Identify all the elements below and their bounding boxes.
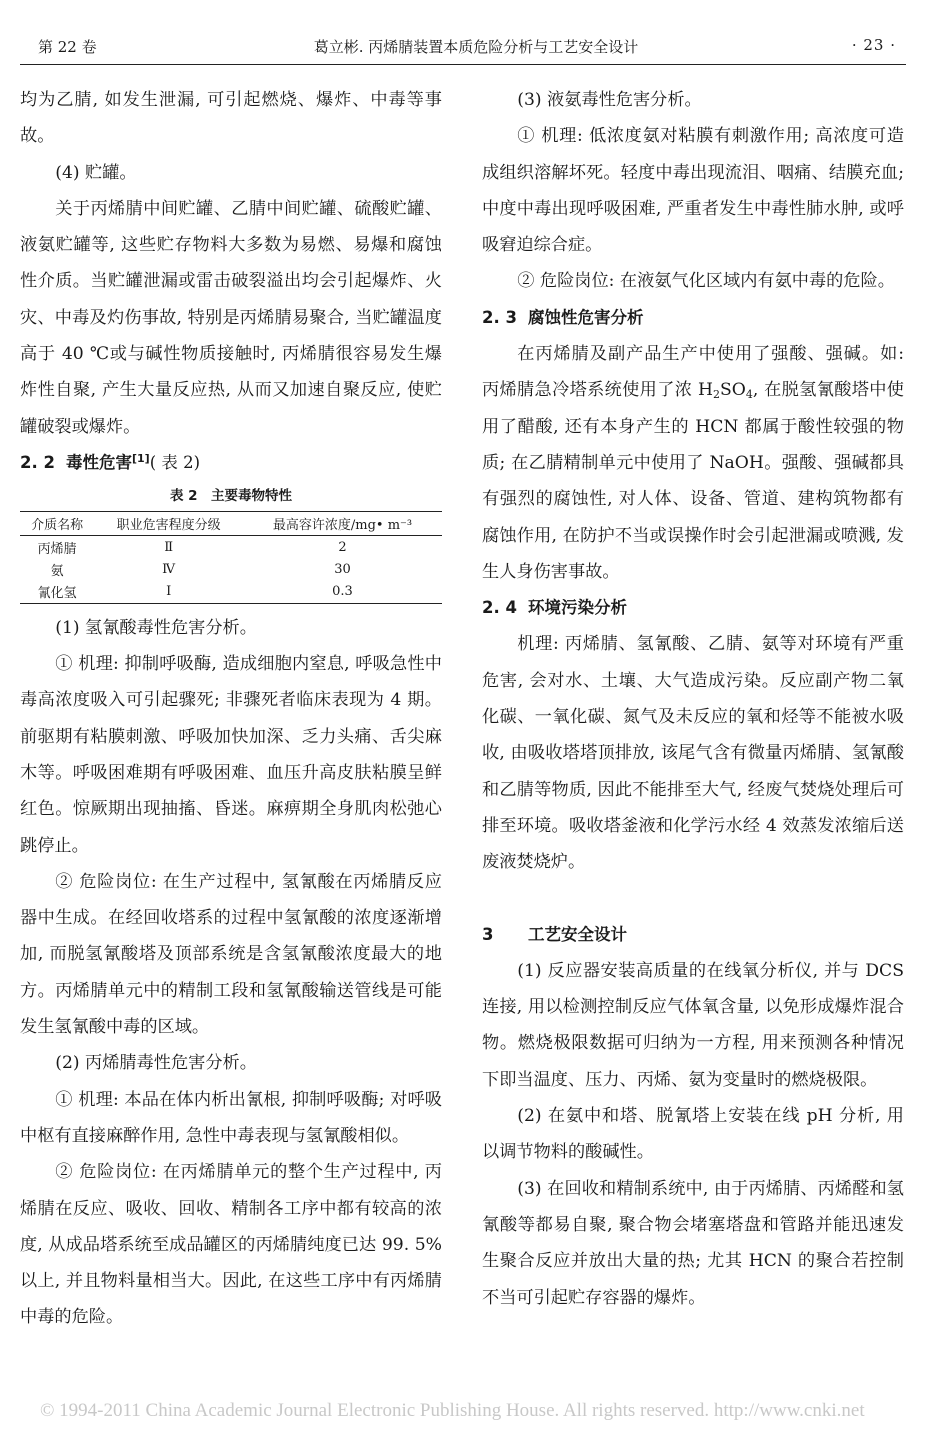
text-run: SO <box>720 380 746 401</box>
right-column <box>482 82 904 1316</box>
table-cell: 丙烯腈 <box>37 541 77 557</box>
text-run: 在丙烯腈及副产品生产中使用了强酸、强碱。如: 丙烯腈急冷塔系统使用了浓 H <box>482 344 904 401</box>
section-number: 3 <box>482 924 494 944</box>
citation-ref: [1] <box>132 451 150 465</box>
paragraph: 机理: 丙烯腈、氢氰酸、乙腈、氨等对环境有严重危害, 会对水、土壤、大气造成污染。反应副产物二氧化碳、一氧化碳、氮气及未反应的氧和烃等不能被水吸收, 由吸收塔塔顶排放, 该尾气含有微量丙烯腈、氢氰酸和乙腈等物质, 因此不能排至大气, 经废气焚烧处理后可排至环境。吸收塔釜液和化学污水经 4 效蒸发浓缩后送废液焚烧炉。 <box>482 634 904 873</box>
page-number: · 23 · <box>851 36 896 54</box>
table-cell: 30 <box>334 562 351 578</box>
table-cell: 0.3 <box>332 584 353 600</box>
paragraph: ② 危险岗位: 在生产过程中, 氢氰酸在丙烯腈反应器中生成。在经回收塔系的过程中氢氰酸的浓度逐渐增加, 而脱氢氰酸塔及顶部系统是含氢氰酸浓度最大的地方。丙烯腈单元中的精制工段和氢氰酸输送管线是可能发生氢氰酸中毒的区域。 <box>20 871 442 1038</box>
copyright-watermark: © 1994-2011 China Academic Journal Electronic Publishing House. All rights reserved. http://www.cnki.net <box>40 1400 865 1421</box>
table-row <box>20 558 442 581</box>
paragraph: (2) 在氨中和塔、脱氰塔上安装在线 pH 分析, 用以调节物料的酸碱性。 <box>482 1106 904 1163</box>
toxicity-table <box>20 511 442 604</box>
table-cell: Ⅳ <box>162 562 176 578</box>
section-title: 工艺安全设计 <box>528 924 627 944</box>
paragraph: ② 危险岗位: 在丙烯腈单元的整个生产过程中, 丙烯腈在反应、吸收、回收、精制各工序中都有较高的浓度, 从成品塔系统至成品罐区的丙烯腈纯度已达 99. 5% 以上, 并且物料量相当大。因此, 在这些工序中有丙烯腈中毒的危险。 <box>20 1162 442 1328</box>
paragraph: (4) 贮罐。 <box>55 162 137 183</box>
header-rule <box>20 64 906 65</box>
table-cell: 氰化氢 <box>37 586 77 602</box>
section-heading-2-4 <box>482 590 904 626</box>
table-cell: 氨 <box>50 564 64 580</box>
section-title: 腐蚀性危害分析 <box>528 307 644 327</box>
paragraph: ① 机理: 本品在体内析出氰根, 抑制呼吸酶; 对呼吸中枢有直接麻醉作用, 急性中毒表现与氢氰酸相似。 <box>20 1089 442 1146</box>
subscript: 2 <box>713 388 721 402</box>
section-number: 2. 4 <box>482 598 517 618</box>
section-number: 2. 2 <box>20 452 55 472</box>
text-run: , 在脱氢氰酸塔中使用了醋酸, 还有本身产生的 HCN 都属于酸性较强的物质; 在乙腈精制单元中使用了 NaOH。强酸、强碱都具有强烈的腐蚀性, 对人体、设备、管道、建构筑物都有腐蚀作用, 在防护不当或误操作时会引起泄漏或喷溅, 发生人身伤害事故。 <box>482 380 904 582</box>
section-heading-3 <box>482 917 904 953</box>
paragraph: 关于丙烯腈中间贮罐、乙腈中间贮罐、硫酸贮罐、液氨贮罐等, 这些贮存物料大多数为易燃、易爆和腐蚀性介质。当贮罐泄漏或雷击破裂溢出均会引起爆炸、火灾、中毒及灼伤事故, 特别是丙烯腈易聚合, 当贮罐温度高于 40 ℃或与碱性物质接触时, 丙烯腈很容易发生爆炸性自聚, 产生大量反应热, 从而又加速自聚反应, 使贮罐破裂或爆炸。 <box>20 198 442 437</box>
left-column <box>20 82 442 1336</box>
table-reference: ( 表 2) <box>149 452 201 472</box>
section-number: 2. 3 <box>482 307 517 327</box>
paragraph: ① 机理: 低浓度氨对粘膜有刺激作用; 高浓度可造成组织溶解坏死。轻度中毒出现流泪、咽痛、结膜充血; 中度中毒出现呼吸困难, 严重者发生中毒性肺水肿, 或呼吸窘迫综合症。 <box>482 126 904 256</box>
paragraph: (3) 液氨毒性危害分析。 <box>517 90 702 110</box>
table-header: 介质名称 <box>31 518 84 534</box>
table-caption: 表 2 主要毒物特性 <box>169 488 293 505</box>
paragraph: (3) 在回收和精制系统中, 由于丙烯腈、丙烯醛和氢氰酸等都易自聚, 聚合物会堵塞塔盘和管路并能迅速发生聚合反应并放出大量的热; 尤其 HCN 的聚合若控制不当可引起贮存容器的爆炸。 <box>482 1178 904 1308</box>
subscript: 4 <box>745 388 753 402</box>
running-title: 葛立彬. 丙烯腈装置本质危险分析与工艺安全设计 <box>313 38 639 56</box>
table-header: 职业危害程度分级 <box>116 518 221 534</box>
paragraph: ① 机理: 抑制呼吸酶, 造成细胞内窒息, 呼吸急性中毒高浓度吸入可引起骤死; 非骤死者临床表现为 4 期。前驱期有粘膜刺激、呼吸加快加深、乏力头痛、舌尖麻木等。呼吸困难期有呼吸困难、血压升高皮肤粘膜呈鲜红色。惊厥期出现抽搐、昏迷。麻痹期全身肌肉松弛心跳停止。 <box>20 654 442 856</box>
section-heading-2-2 <box>20 445 442 481</box>
section-heading-2-3 <box>482 300 904 336</box>
section-spacer <box>482 881 904 917</box>
running-header <box>20 34 932 58</box>
table-cell: Ⅱ <box>164 539 174 555</box>
table-row <box>20 536 442 559</box>
table-row <box>20 581 442 604</box>
paragraph: ② 危险岗位: 在液氨气化区域内有氨中毒的危险。 <box>517 271 895 292</box>
paragraph: (1) 反应器安装高质量的在线氧分析仪, 并与 DCS 连接, 用以检测控制反应气体氧含量, 以免形成爆炸混合物。燃烧极限数据可归纳为一方程, 用来预测各种情况下即当温度、压力、丙烯、氨为变量时的燃烧极限。 <box>482 960 904 1090</box>
table-header: 最高容许浓度/mg• m⁻³ <box>272 518 413 534</box>
volume-label: 第 22 卷 <box>38 38 97 56</box>
paragraph: (1) 氢氰酸毒性危害分析。 <box>55 617 257 638</box>
table-cell: Ⅰ <box>166 584 172 600</box>
section-title: 毒性危害 <box>66 452 132 472</box>
table-cell: 2 <box>338 539 347 555</box>
paragraph: 均为乙腈, 如发生泄漏, 可引起燃烧、爆炸、中毒等事故。 <box>20 90 442 147</box>
paragraph: (2) 丙烯腈毒性危害分析。 <box>55 1053 257 1074</box>
section-title: 环境污染分析 <box>528 598 627 618</box>
paragraph <box>482 336 904 590</box>
